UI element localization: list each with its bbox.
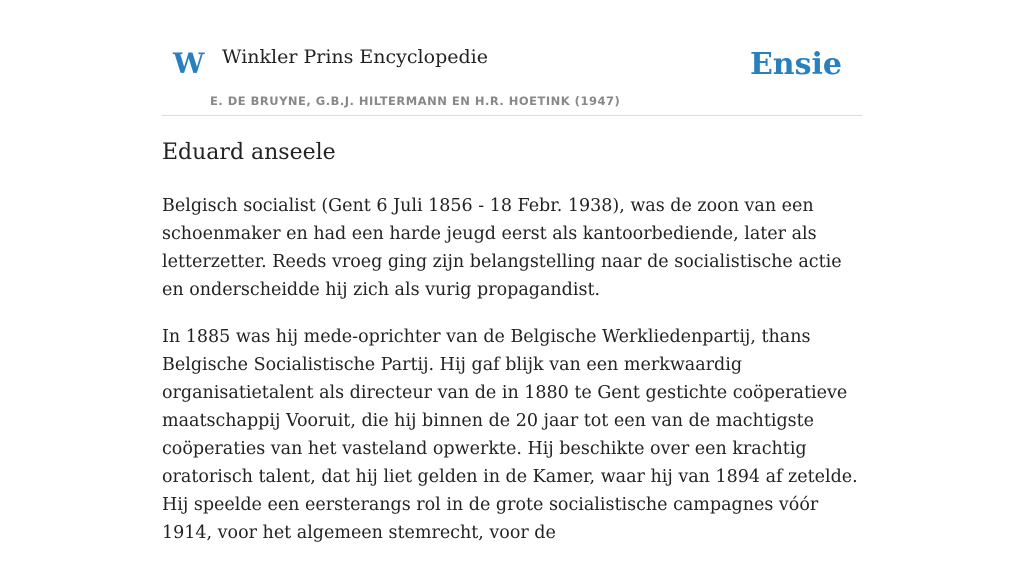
authors-line: E. DE BRUYNE, G.B.J. HILTERMANN EN H.R. HOETINK (1947) <box>210 94 621 108</box>
work-title[interactable]: Winkler Prins Encyclopedie <box>222 46 488 68</box>
brand-logo-link[interactable]: Ensie <box>749 47 842 82</box>
site-header <box>162 0 862 116</box>
logo-w-icon[interactable]: W <box>173 47 205 80</box>
article-title: Eduard anseele <box>162 140 336 165</box>
article-paragraph: In 1885 was hij mede-oprichter van de Belgische Werkliedenpartij, thans Belgische Socialistische Partij. Hij gaf blijk van een merkwaardig organisatietalent als directeur van de in 1880 te Gent gestichte coöperatieve maatschappij Vooruit, die hij binnen de 20 jaar tot een van de machtigste coöperaties van het vasteland opwerkte. Hij beschikte over een krachtig oratorisch talent, dat hij liet gelden in de Kamer, waar hij van 1894 af zetelde. Hij speelde een eersterangs rol in de grote socialistische campagnes vóór 1914, voor het algemeen stemrecht, voor de <box>162 327 858 543</box>
article-paragraph: Belgisch socialist (Gent 6 Juli 1856 - 18 Febr. 1938), was de zoon van een schoenmaker en had een harde jeugd eerst als kantoorbediende, later als letterzetter. Reeds vroeg ging zijn belangstelling naar de socialistische actie en onderscheidde hij zich als vurig propagandist. <box>162 196 842 300</box>
article-body <box>162 192 862 566</box>
